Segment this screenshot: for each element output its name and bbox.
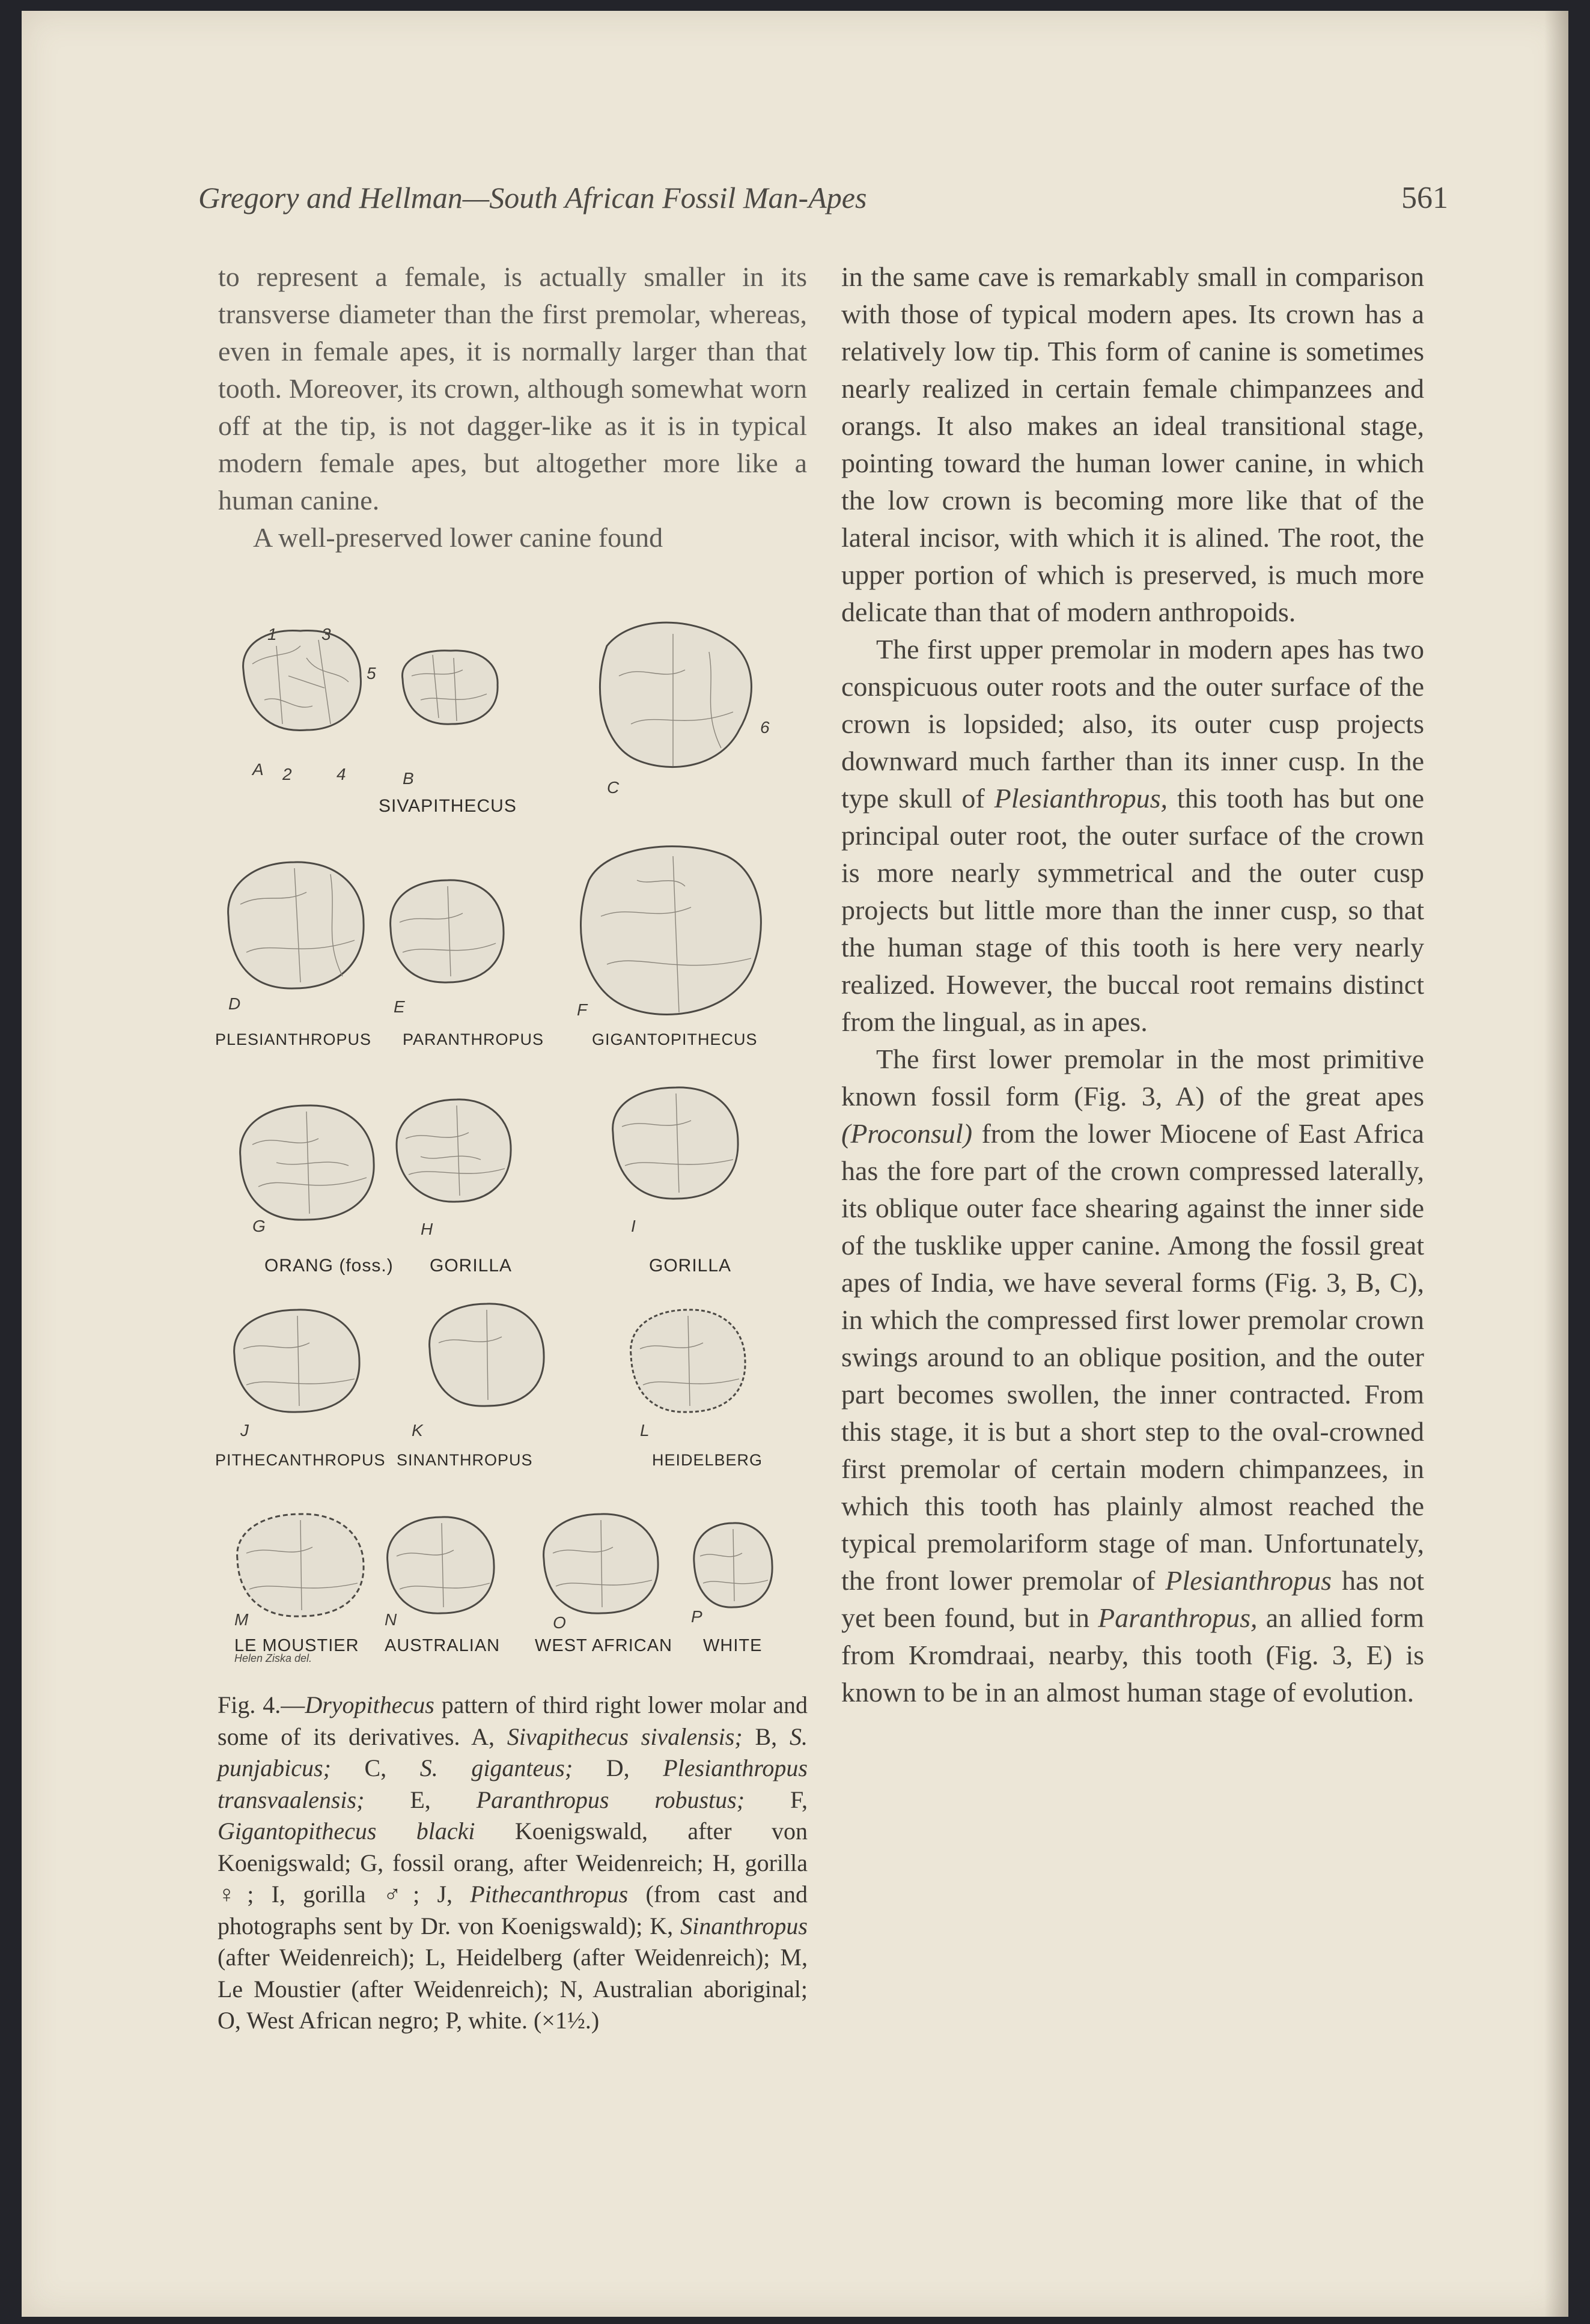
tooth-g [240, 1106, 374, 1220]
cusp-number-6: 6 [760, 718, 770, 737]
running-head-title: Gregory and Hellman—South African Fossil Man-Apes [198, 181, 867, 214]
letter-k: K [412, 1421, 423, 1440]
right-p2-genus: Plesianthropus, [994, 783, 1168, 814]
caption-name-j: Pithecanthropus [470, 1881, 629, 1908]
right-p3-genus: (Proconsul) [841, 1118, 973, 1149]
right-p3-mid: from the lower Miocene of East Africa has the fore part of the crown compressed laterally, its oblique outer face shearing against the inner side of the tusklike upper canine. Among the fossil great apes of India, we have several forms (Fig. 3, B, C), in which the compressed first lower premolar crown swings around to an oblique position, and the outer part becomes swollen, the inner contracted. From this stage, it is but a short step to the oval-crowned first premolar of certain modern chimpanzees, in which this tooth has plainly almost reached the typical premolariform stage of man. Unfortunately, the front lower premolar of [841, 1118, 1424, 1596]
figure-4-molar-drawings [215, 604, 811, 1664]
tooth-b [403, 651, 498, 725]
cusp-number-4: 4 [337, 765, 346, 783]
letter-o: O [553, 1613, 566, 1632]
tooth-o [544, 1514, 658, 1613]
letter-p: P [691, 1607, 702, 1626]
tooth-i [613, 1087, 738, 1199]
caption-text-b: B, [742, 1723, 790, 1750]
tooth-f [581, 847, 761, 1015]
tooth-l [631, 1310, 745, 1412]
left-paragraph-1: to represent a female, is actually smaller in its transverse diameter than the first premolar, whereas, even in female apes, it is normally larger than that tooth. Moreover, its crown, although somewhat worn off at the tip, is not dagger-like as it is in typical modern female apes, but altogether more like a human canine. [218, 261, 807, 516]
label-sivapithecus: SIVAPITHECUS [379, 796, 517, 816]
tooth-p [694, 1523, 772, 1607]
tooth-h [397, 1100, 511, 1202]
letter-g: G [252, 1217, 266, 1235]
caption-text-4: (after Weidenreich); L, Heidelberg (after Weidenreich); M, Le Moustier (after Weidenreich); N, Australian aboriginal; O, West African negro; P, white. (×1½.) [218, 1944, 808, 2034]
right-p2-start: The first upper premolar in modern apes has two conspicuous outer roots and the outer surface of the crown is lopsided; also, its outer cusp projects downward much farther than its inner cusp. In the type skull of [841, 634, 1424, 814]
tooth-j [234, 1310, 359, 1412]
right-paragraph-3 [841, 1041, 1424, 1711]
letter-i: I [631, 1217, 636, 1235]
caption-name-k: Sinanthropus [680, 1912, 808, 1939]
page-number: 561 [1401, 181, 1448, 215]
caption-name-a: Sivapithecus sivalensis; [507, 1723, 743, 1750]
tooth-c [600, 622, 751, 767]
letter-c: C [607, 778, 620, 797]
letter-m: M [234, 1610, 249, 1629]
label-le-moustier: LE MOUSTIER [234, 1636, 359, 1655]
label-gorilla-i: GORILLA [649, 1256, 732, 1276]
left-paragraph-2: A well-preserved lower canine found [253, 522, 663, 553]
caption-text-3: (from cast and photographs sent by Dr. von Koenigswald); K, [218, 1881, 808, 1939]
caption-fig-label: Fig. 4.— [218, 1691, 305, 1718]
label-orang: ORANG (foss.) [264, 1256, 394, 1276]
right-paragraph-2 [841, 631, 1424, 1041]
tooth-d [228, 862, 364, 988]
right-paragraph-1: in the same cave is remarkably small in comparison with those of typical modern apes. Its crown has a relatively low tip. This form of canine is sometimes nearly realized in certain female chimpanzees and orangs. It also makes an ideal transitional stage, pointing toward the human lower canine, in which the low crown is becoming more like that of the lateral incisor, with which it is alined. The root, the upper portion of which is preserved, is much more delicate than that of modern anthropoids. [841, 261, 1424, 627]
page-edge-shadow [1544, 11, 1568, 2317]
cusp-number-2: 2 [282, 765, 292, 783]
artist-credit: Helen Ziska del. [234, 1652, 312, 1664]
caption-text-c: C, [330, 1754, 420, 1781]
caption-text-f: F, [745, 1786, 808, 1813]
figure-caption [218, 1690, 808, 2037]
cusp-number-5: 5 [367, 664, 376, 683]
letter-j: J [240, 1421, 249, 1440]
cusp-number-1: 1 [267, 625, 277, 643]
right-p3-genus2: Plesianthropus [1165, 1565, 1332, 1596]
tooth-e [391, 880, 504, 982]
label-gorilla-h: GORILLA [430, 1256, 513, 1276]
right-p3-mid2: has not yet been found, but in [841, 1565, 1425, 1633]
cusp-number-3: 3 [321, 625, 331, 643]
caption-name-b: S. punjabicus; [218, 1723, 808, 1781]
right-p3-start: The first lower premolar in the most primitive known fossil form (Fig. 3, A) of the great apes [841, 1044, 1424, 1112]
caption-name-d: Plesianthropus transvaalensis; [218, 1754, 808, 1813]
label-paranthropus: PARANTHROPUS [403, 1030, 544, 1048]
label-west-african: WEST AFRICAN [535, 1636, 672, 1655]
label-australian: AUSTRALIAN [385, 1636, 501, 1655]
letter-e: E [394, 997, 405, 1016]
letter-l: L [640, 1421, 650, 1440]
running-head [198, 180, 1448, 228]
caption-text-2: Koenigswald, after von Koenigswald; G, fossil orang, after Weidenreich; H, gorilla ♀; I, gorilla ♂; J, [218, 1818, 808, 1908]
caption-text-1: pattern of third right lower molar and some of its derivatives. A, [218, 1691, 808, 1750]
label-sinanthropus: SINANTHROPUS [397, 1451, 533, 1469]
label-pithecanthropus: PITHECANTHROPUS [215, 1451, 386, 1469]
letter-f: F [577, 1000, 588, 1019]
caption-text-e: E, [364, 1786, 477, 1813]
right-p2-end: this tooth has but one principal outer root, the outer surface of the crown is more nearly symmetrical and the outer cusp projects but little more than the inner cusp, so that the human stage of this tooth is here very nearly realized. However, the buccal root remains distinct from the lingual, as in apes. [841, 783, 1424, 1037]
letter-h: H [421, 1220, 433, 1238]
tooth-a [243, 630, 361, 730]
label-white: WHITE [703, 1636, 763, 1655]
tooth-n [388, 1517, 495, 1613]
label-plesianthropus: PLESIANTHROPUS [215, 1030, 372, 1048]
molar-drawings-svg [216, 604, 811, 1661]
tooth-k [430, 1304, 544, 1406]
caption-name-c: S. giganteus; [419, 1754, 573, 1781]
label-gigantopithecus: GIGANTOPITHECUS [592, 1030, 758, 1048]
caption-name-f: Gigantopithecus blacki [218, 1818, 475, 1845]
letter-n: N [385, 1610, 397, 1629]
left-column [218, 258, 807, 556]
label-heidelberg: HEIDELBERG [652, 1451, 763, 1469]
right-column [841, 258, 1424, 1711]
caption-name-e: Paranthropus robustus; [476, 1786, 745, 1813]
right-p3-end: an allied form from Kromdraai, nearby, this tooth (Fig. 3, E) is known to be in an almost human stage of evolution. [841, 1602, 1424, 1708]
letter-b: B [403, 769, 414, 788]
letter-d: D [228, 994, 241, 1013]
caption-genus: Dryopithecus [305, 1691, 434, 1718]
tooth-m [237, 1514, 364, 1616]
right-p3-genus3: Paranthropus, [1098, 1602, 1258, 1633]
caption-text-d: D, [573, 1754, 663, 1781]
letter-a: A [252, 760, 264, 779]
